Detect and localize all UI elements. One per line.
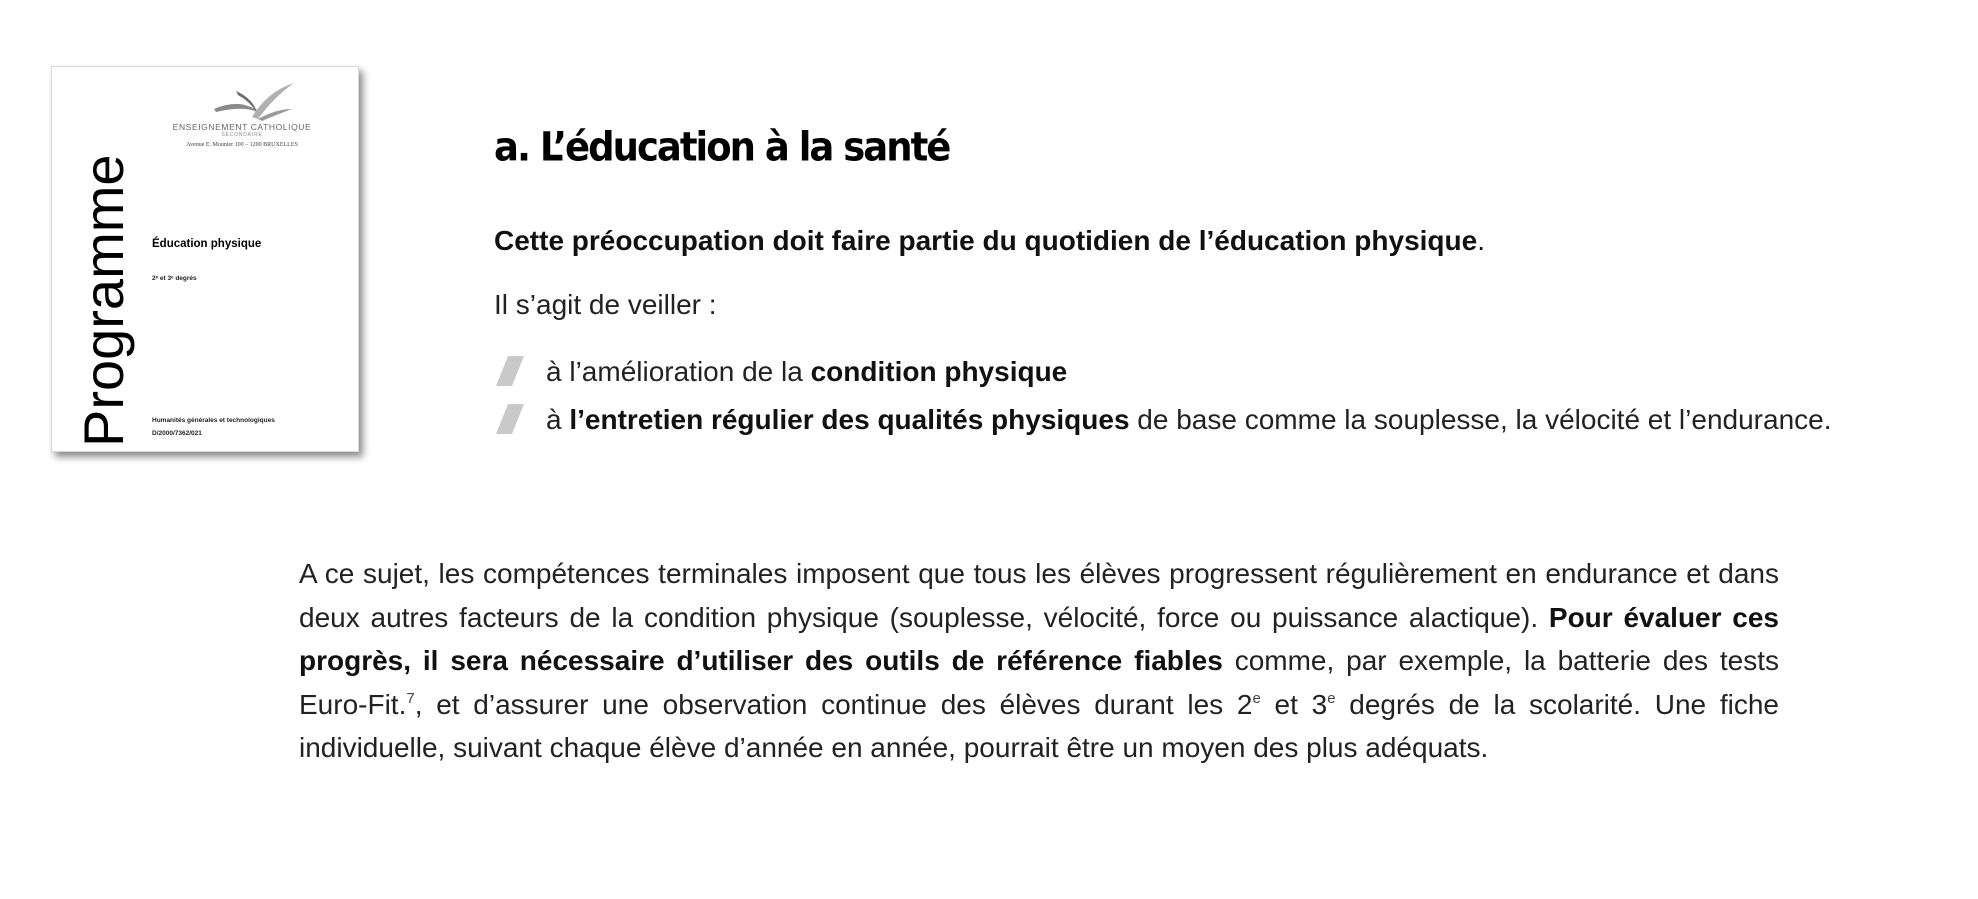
- body-paragraph: [299, 552, 1779, 770]
- list-item: [494, 398, 1964, 442]
- cover-organization: ENSEIGNEMENT CATHOLIQUE: [172, 122, 312, 132]
- bullet-bold-text: l’entretien régulier des qualités physiques: [569, 404, 1130, 435]
- bullet-text: à: [546, 404, 570, 435]
- paragraph-text: et 3: [1260, 688, 1328, 720]
- lead-sentence: [494, 225, 1485, 257]
- lead-bold-text: Cette préoccupation doit faire partie du quotidien de l’éducation physique: [494, 225, 1478, 256]
- paragraph-text: A ce sujet, les compétences terminales imposent que tous les élèves progressent régulièrement en endurance et dans deux autres facteurs de la condition physique (souplesse, vélocité, force ou puissance alactique).: [299, 558, 1779, 633]
- bullet-list: [494, 350, 1964, 446]
- cover-grades: 2ᵉ et 3ᵉ degrés: [152, 275, 197, 282]
- paragraph-text: degrés de la scolarité. Une fiche individuelle, suivant chaque élève d’année en année, pourrait être un moyen des plus adéquats.: [299, 688, 1780, 763]
- cover-section: Humanités générales et technologiques: [152, 417, 275, 424]
- cover-level: SECONDAIRE: [221, 132, 263, 138]
- ordinal-superscript: e: [1252, 689, 1261, 707]
- list-item: [494, 350, 1964, 394]
- cover-address: Avenue E. Mounier 100 – 1200 BRUXELLES: [186, 142, 298, 148]
- bullet-text: à l’amélioration de la: [546, 356, 811, 387]
- footnote-marker: 7: [406, 689, 415, 707]
- lead-period: .: [1477, 225, 1485, 256]
- paragraph-text: , et d’assurer une observation continue des élèves durant les 2: [414, 688, 1253, 720]
- slash-bullet-icon: [496, 404, 524, 434]
- intro-sentence: Il s’agit de veiller :: [494, 289, 717, 320]
- ordinal-superscript: e: [1327, 689, 1336, 707]
- cover-reference: D/2000/7362/021: [152, 430, 202, 437]
- bullet-bold-text: condition physique: [810, 356, 1068, 387]
- bullet-text-end: de base comme la souplesse, la vélocité et l’endurance.: [1129, 404, 1832, 435]
- paragraph-bold-text: Pour évaluer ces progrès, il sera nécessaire d’utiliser des outils de référence fiables: [299, 601, 1780, 676]
- slash-bullet-icon: [496, 356, 524, 386]
- programme-cover-thumbnail: [51, 66, 359, 452]
- cover-vertical-label: Programme: [72, 154, 135, 447]
- paragraph-text: comme, par exemple, la batterie des tests Euro-Fit.: [299, 645, 1779, 720]
- cover-title: Éducation physique: [152, 238, 262, 250]
- section-heading: a. L’éducation à la santé: [494, 124, 950, 171]
